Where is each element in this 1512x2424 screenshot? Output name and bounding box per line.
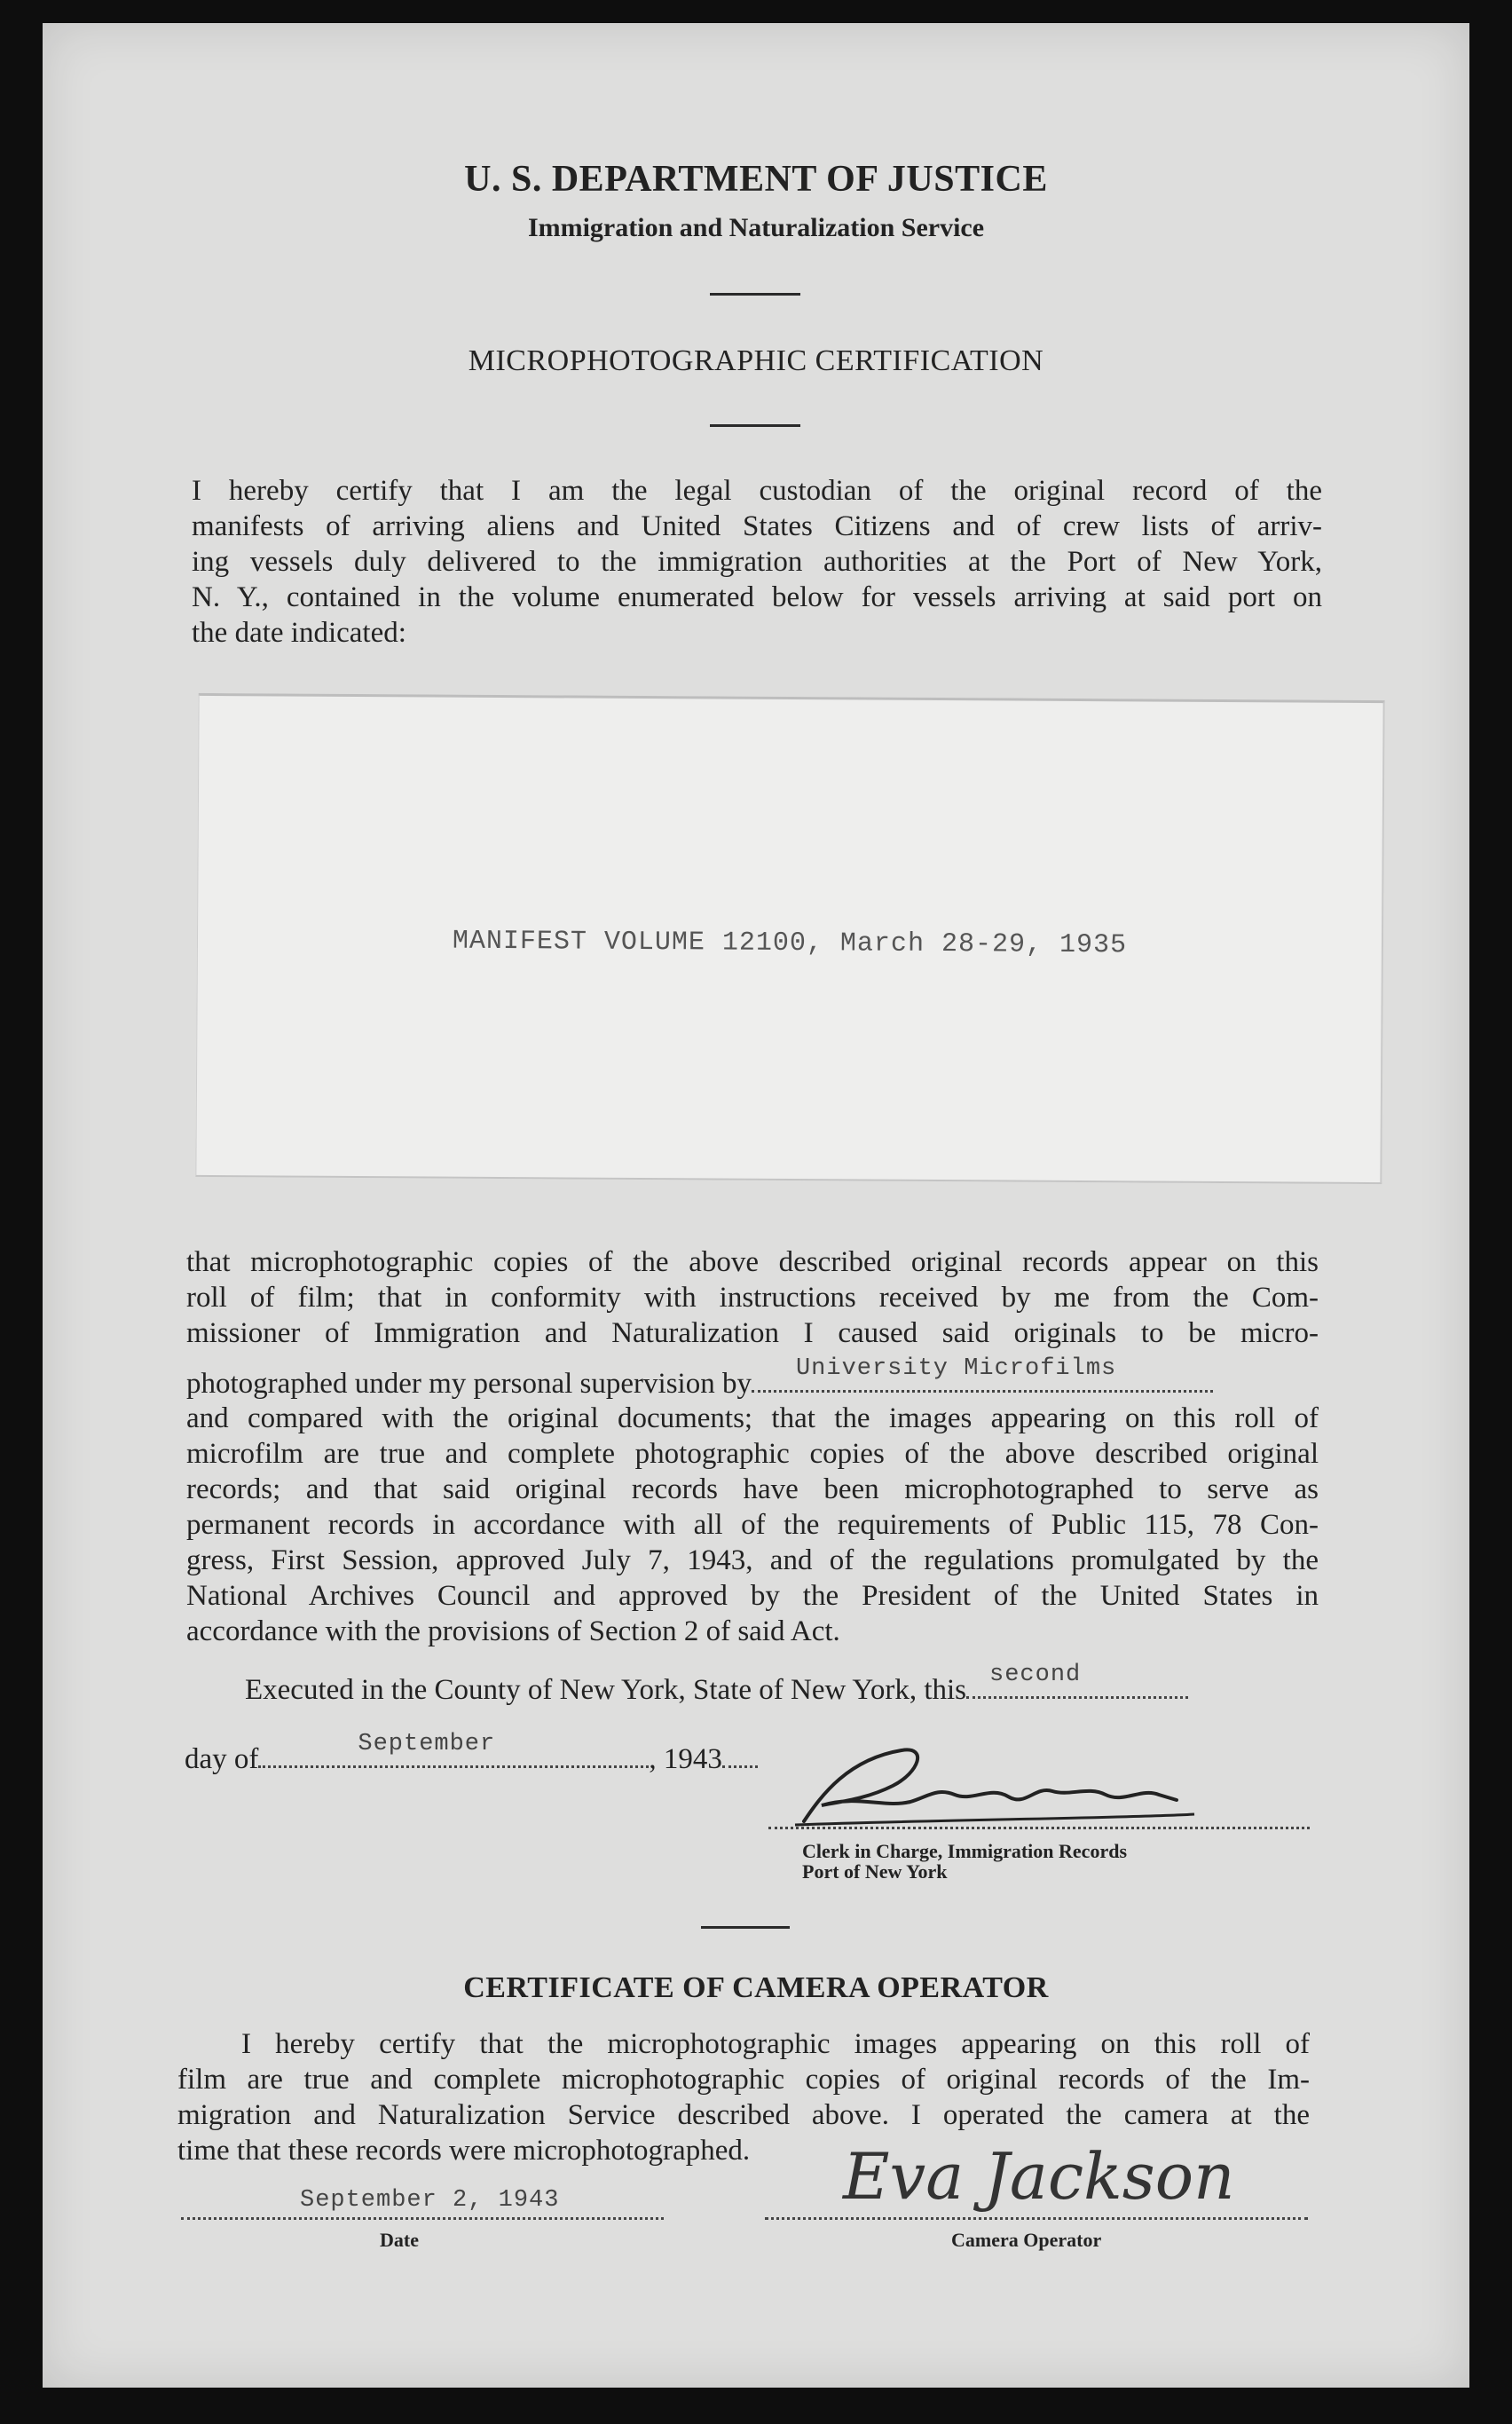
year-label: , 1943 (649, 1743, 722, 1775)
clerk-location: Port of New York (802, 1860, 948, 1883)
paragraph-line: manifests of arriving aliens and United States Citizens and of crew lists of arriv- (192, 510, 1322, 542)
certification-title: MICROPHOTOGRAPHIC CERTIFICATION (468, 344, 1044, 377)
manifest-card (195, 693, 1384, 1184)
paragraph-line: roll of film; that in conformity with instructions received by me from the Com- (186, 1282, 1319, 1314)
supervision-fill-line (752, 1355, 1213, 1393)
paragraph-line: ing vessels duly delivered to the immigration authorities at the Port of New York, (192, 546, 1322, 578)
department-heading: U. S. DEPARTMENT OF JUSTICE (464, 159, 1048, 200)
paragraph-line: microfilm are true and complete photographic copies of the above described original (186, 1438, 1319, 1470)
paragraph-line: migration and Naturalization Service described above. I operated the camera at the (177, 2099, 1310, 2131)
clerk-title: Clerk in Charge, Immigration Records (802, 1840, 1128, 1862)
date-value: September 2, 1943 (300, 2187, 560, 2214)
camera-operator-signature: Eva Jackson (843, 2139, 1235, 2214)
paragraph-line: records; and that said original records have been microphotographed to serve as (186, 1473, 1319, 1505)
manifest-volume-text: MANIFEST VOLUME 12100, March 28-29, 1935 (452, 926, 1128, 961)
date-label: Date (380, 2229, 419, 2251)
supervision-label: photographed under my personal supervision by (186, 1368, 752, 1400)
day-value: second (989, 1662, 1082, 1688)
paragraph-line: permanent records in accordance with all of the requirements of Public 115, 78 Con- (186, 1509, 1319, 1541)
paragraph-line: accordance with the provisions of Section 2 of said Act. (186, 1615, 840, 1647)
supervision-line (186, 1355, 1319, 1401)
clerk-signature-line (768, 1811, 1310, 1829)
paragraph-line: that microphotographic copies of the above described original records appear on this (186, 1246, 1319, 1278)
paragraph-line: I hereby certify that I am the legal custodian of the original record of the (192, 475, 1322, 507)
camera-operator-label: Camera Operator (951, 2229, 1102, 2251)
microfilm-company-value: University Microfilms (795, 1355, 1117, 1382)
month-value: September (358, 1731, 496, 1757)
heading-divider (710, 293, 800, 296)
paragraph-line: time that these records were microphotographed. (177, 2135, 751, 2167)
paragraph-line: and compared with the original documents; that the images appearing on this roll of (186, 1402, 1319, 1434)
year-fill-line (722, 1742, 758, 1768)
paragraph-line: National Archives Council and approved by the President of the United States in (186, 1580, 1319, 1612)
month-line (185, 1731, 758, 1777)
paragraph-line: gress, First Session, approved July 7, 1943, and of the regulations promulgated by the (186, 1544, 1319, 1576)
camera-certificate-title: CERTIFICATE OF CAMERA OPERATOR (463, 1971, 1049, 2004)
paragraph-line: I hereby certify that the microphotographic images appearing on this roll of (241, 2028, 1310, 2060)
camera-section-divider (701, 1926, 790, 1929)
service-subheading: Immigration and Naturalization Service (527, 213, 985, 242)
paragraph-line: the date indicated: (192, 617, 406, 649)
title-divider (710, 424, 800, 427)
day-fill-line (966, 1662, 1188, 1699)
day-of-label: day of (185, 1743, 259, 1775)
executed-label: Executed in the County of New York, State of New York, this (245, 1674, 967, 1706)
custodian-paragraph (192, 473, 1322, 651)
executed-line (245, 1662, 1188, 1708)
microfilm-paragraph (186, 1244, 1319, 1649)
paragraph-line: missioner of Immigration and Naturalization I caused said originals to be micro- (186, 1317, 1319, 1349)
month-fill-line (258, 1731, 649, 1768)
paragraph-line: film are true and complete microphotographic copies of original records of the Im- (177, 2064, 1310, 2096)
paragraph-line: N. Y., contained in the volume enumerated below for vessels arriving at said port on (192, 581, 1322, 613)
